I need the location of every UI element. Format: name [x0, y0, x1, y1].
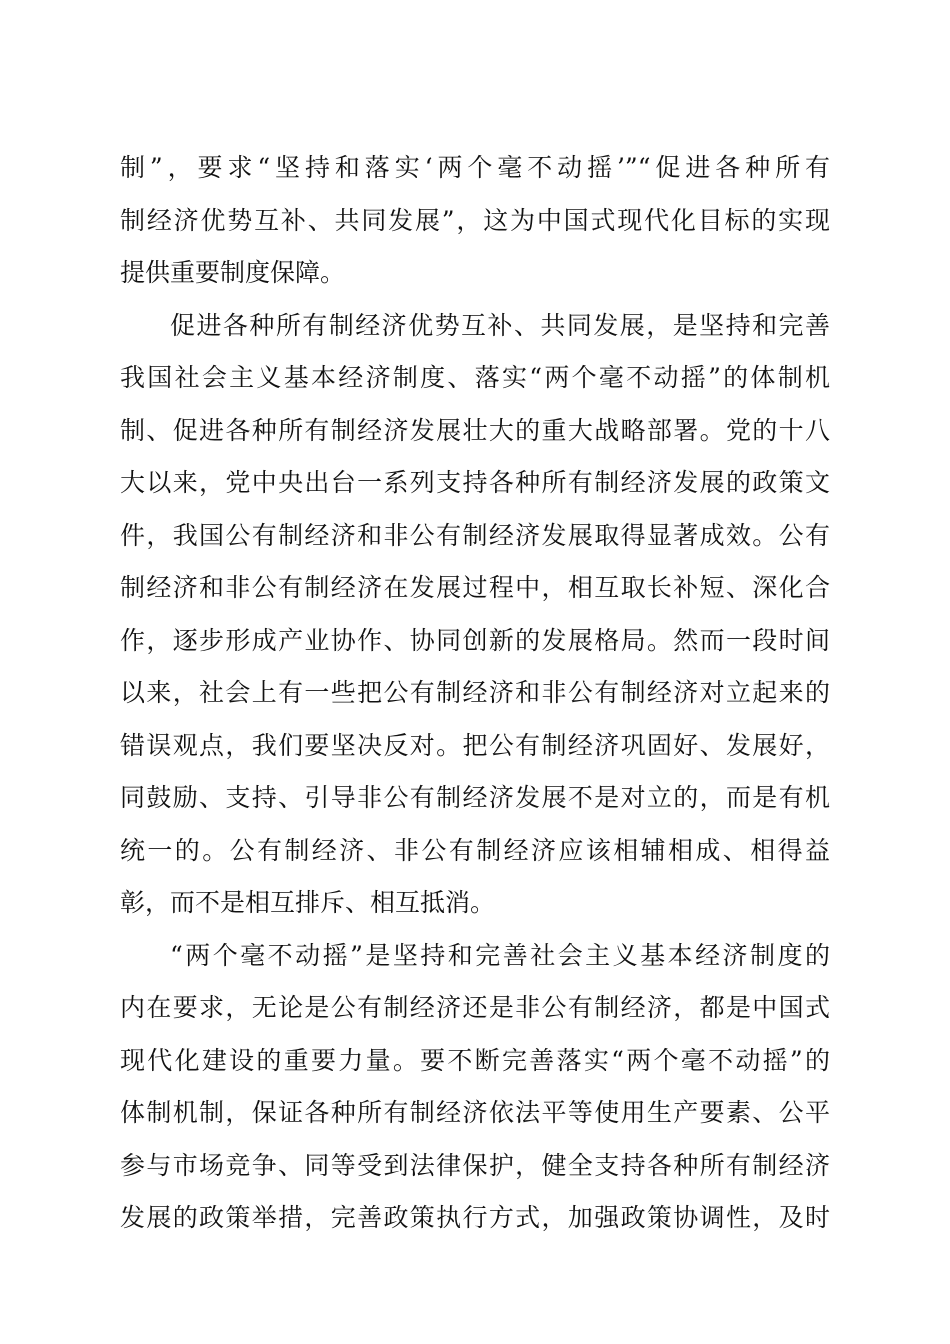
text-line: 制经济优势互补、共同发展”，这为中国式现代化目标的实现	[120, 205, 830, 235]
text-line: 发展的政策举措，完善政策执行方式，加强政策协调性，及时	[120, 1203, 830, 1232]
text-line: 体制机制，保证各种所有制经济依法平等使用生产要素、公平	[120, 1098, 830, 1127]
text-line: 以来，社会上有一些把公有制经济和非公有制经济对立起来的	[120, 678, 830, 707]
text-line: “两个毫不动摇”是坚持和完善社会主义基本经济制度的	[170, 940, 830, 970]
text-line: 作，逐步形成产业协作、协同创新的发展格局。然而一段时间	[120, 625, 830, 655]
text-line: 彰，而不是相互排斥、相互抵消。	[120, 888, 496, 917]
text-line: 促进各种所有制经济优势互补、共同发展，是坚持和完善	[170, 310, 830, 340]
text-line: 现代化建设的重要力量。要不断完善落实“两个毫不动摇”的	[120, 1045, 830, 1075]
body-text	[120, 142, 830, 1245]
text-line: 件，我国公有制经济和非公有制经济发展取得显著成效。公有	[120, 520, 830, 550]
text-line: 制经济和非公有制经济在发展过程中，相互取长补短、深化合	[120, 573, 830, 602]
text-line: 制”，要求“坚持和落实‘两个毫不动摇’”“促进各种所有	[120, 153, 830, 182]
text-line: 错误观点，我们要坚决反对。把公有制经济巩固好、发展好，	[120, 730, 830, 760]
text-line: 我国社会主义基本经济制度、落实“两个毫不动摇”的体制机	[120, 363, 830, 392]
text-line: 制、促进各种所有制经济发展壮大的重大战略部署。党的十八	[120, 415, 830, 445]
text-line: 同鼓励、支持、引导非公有制经济发展不是对立的，而是有机	[120, 783, 830, 812]
text-line: 统一的。公有制经济、非公有制经济应该相辅相成、相得益	[120, 835, 830, 865]
text-line: 大以来，党中央出台一系列支持各种所有制经济发展的政策文	[120, 468, 830, 497]
text-line: 提供重要制度保障。	[120, 258, 346, 287]
text-line: 参与市场竞争、同等受到法律保护，健全支持各种所有制经济	[120, 1150, 830, 1180]
text-line: 内在要求，无论是公有制经济还是非公有制经济，都是中国式	[120, 993, 830, 1022]
